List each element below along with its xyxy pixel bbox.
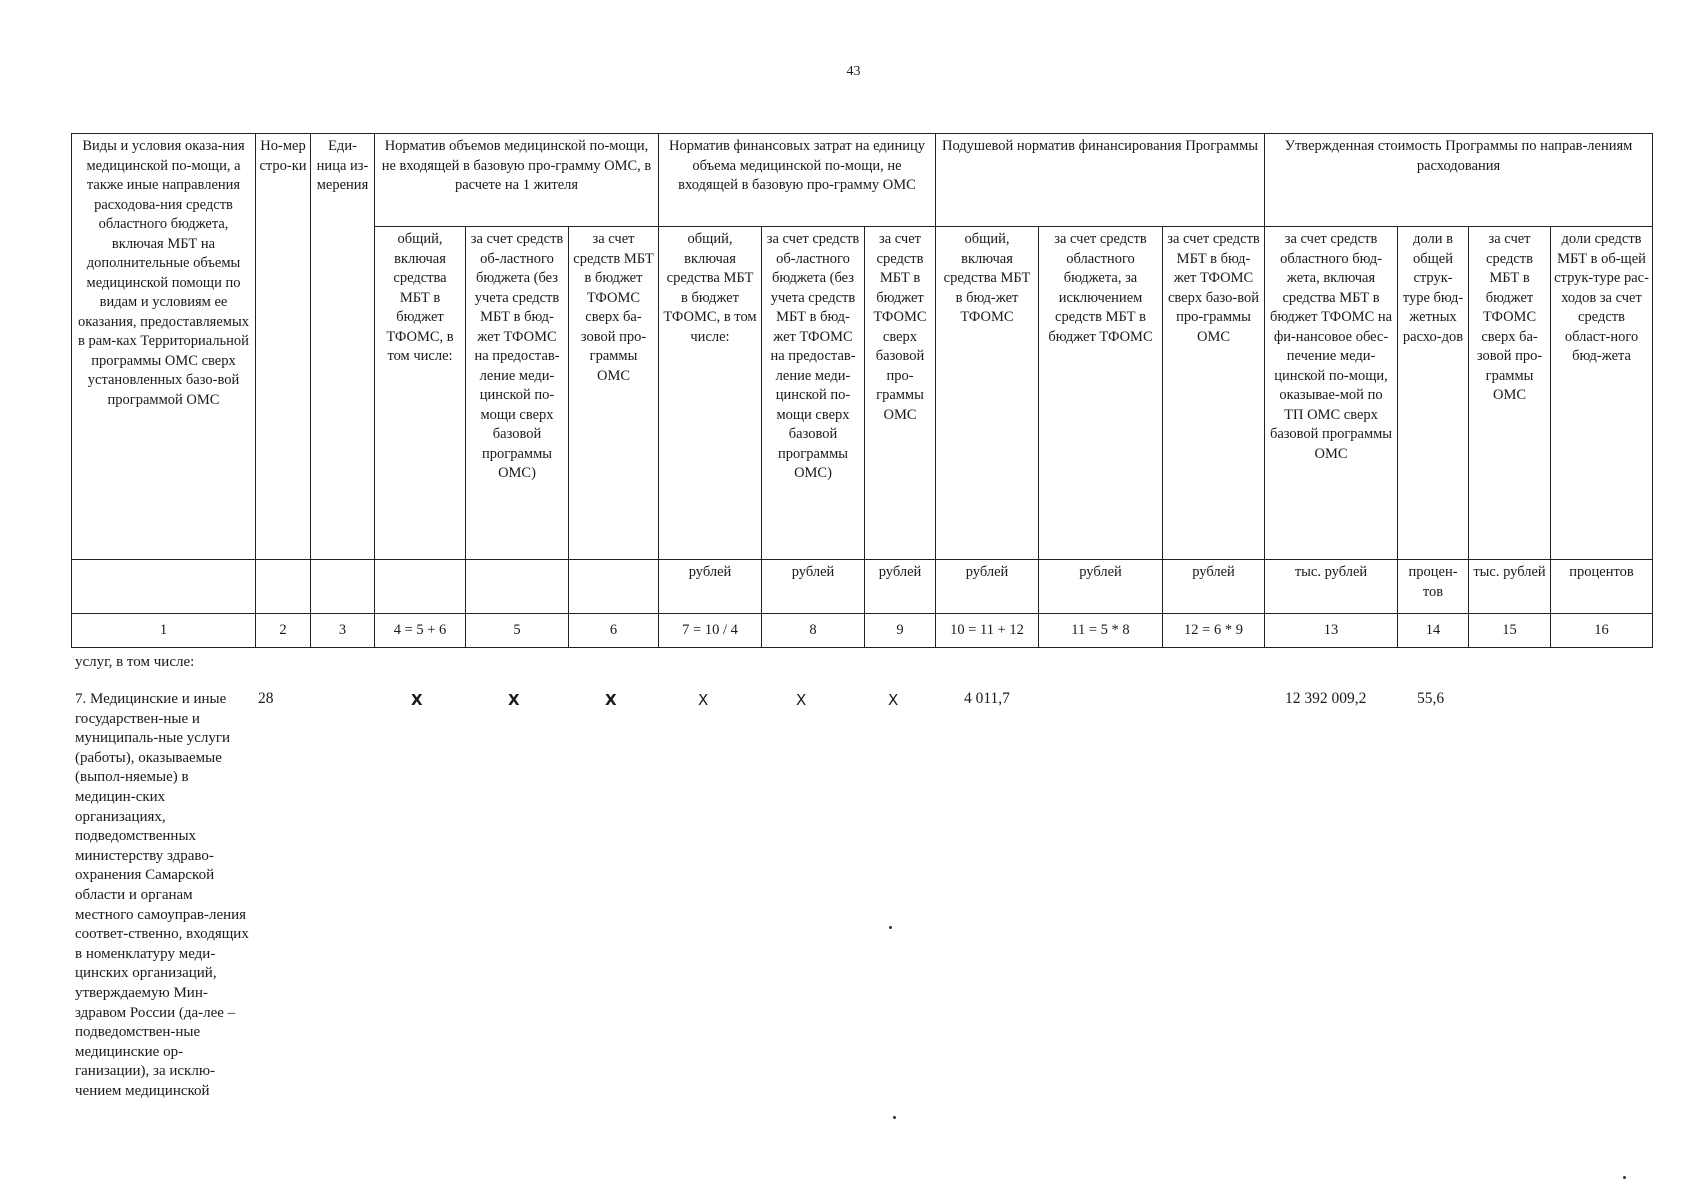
subheader-cell: доли средств МБТ в об-щей струк-туре рас-ходов за счет средств област-ного бюд-жета (1551, 227, 1653, 560)
unit-cell: рублей (936, 560, 1039, 614)
value-col10: 4 011,7 (964, 690, 1010, 707)
header-group-volume: Норматив объемов медицинской по-мощи, не входящей в базовую про-грамму ОМС, в расчете на 1 жителя (375, 134, 659, 227)
column-number: 8 (762, 614, 865, 648)
subheader-cell: за счет средств МБТ в бюджет ТФОМС сверх базовой про-граммы ОМС (865, 227, 936, 560)
unit-cell (569, 560, 659, 614)
column-number: 11 = 5 * 8 (1039, 614, 1163, 648)
unit-cell: рублей (1163, 560, 1265, 614)
column-number: 6 (569, 614, 659, 648)
unit-cell (375, 560, 466, 614)
column-number: 9 (865, 614, 936, 648)
continuation-note: услуг, в том числе: (75, 654, 195, 670)
x-marker-col5: X (508, 691, 520, 709)
unit-cell: процентов (1551, 560, 1653, 614)
units-row (72, 560, 1653, 614)
x-marker-col7: X (698, 691, 709, 709)
subheader-cell: общий, включая средства МБТ в бюджет ТФОМС, в том числе: (375, 227, 466, 560)
unit-cell (72, 560, 256, 614)
x-marker-col6: X (605, 691, 617, 709)
column-number: 14 (1398, 614, 1469, 648)
subheader-cell: за счет средств МБТ в бюд-жет ТФОМС сверх базо-вой про-граммы ОМС (1163, 227, 1265, 560)
x-marker-col4: X (411, 691, 423, 709)
main-table (71, 133, 1653, 648)
column-number: 15 (1469, 614, 1551, 648)
unit-cell: тыс. рублей (1265, 560, 1398, 614)
subheader-cell: за счет средств об-ластного бюджета (без учета средств МБТ в бюд-жет ТФОМС на предостав-ление меди-цинской по-мощи сверх базовой программы ОМС) (762, 227, 865, 560)
column-number: 5 (466, 614, 569, 648)
column-number: 10 = 11 + 12 (936, 614, 1039, 648)
row-label: 7. Медицинские и иные государствен-ные и муниципаль-ные услуги (работы), оказываемые (выпол-няемые) в медицин-ских организациях, подведомственных министерству здраво-охранения Самарской области и органам местного самоуправ-ления соответ-ственно, входящих в номенклатуру меди-цинских организаций, утверждаемую Мин-здравом России (да-лее – подведомствен-ные медицинские ор-ганизации), за исклю-чением медицинской (75, 691, 249, 1099)
column-number: 12 = 6 * 9 (1163, 614, 1265, 648)
scan-speck (889, 926, 892, 929)
subheader-cell: за счет средств об-ластного бюджета (без учета средств МБТ в бюд-жет ТФОМС на предостав-ление меди-цинской по-мощи сверх базовой программы ОМС) (466, 227, 569, 560)
scan-speck (1623, 1176, 1626, 1179)
unit-cell: рублей (1039, 560, 1163, 614)
subheader-cell: доли в общей струк-туре бюд-жетных расхо-дов (1398, 227, 1469, 560)
line-number: 28 (258, 690, 274, 707)
x-marker-col9: X (888, 691, 899, 709)
unit-cell: рублей (865, 560, 936, 614)
subheader-cell: общий, включая средства МБТ в бюд-жет ТФОМС (936, 227, 1039, 560)
unit-cell: процен-тов (1398, 560, 1469, 614)
value-col13: 12 392 009,2 (1285, 690, 1367, 707)
header-col2: Но-мер стро-ки (256, 134, 311, 560)
unit-cell (466, 560, 569, 614)
column-number: 1 (72, 614, 256, 648)
scan-speck (893, 1116, 896, 1119)
header-row-top (72, 134, 1653, 227)
subheader-cell: за счет средств МБТ в бюджет ТФОМС сверх ба-зовой про-граммы ОМС (1469, 227, 1551, 560)
header-col1: Виды и условия оказа-ния медицинской по-мощи, а также иные направления расходова-ния средств областного бюджета, включая МБТ на дополнительные объемы медицинской помощи по видам и условиям ее оказания, предоставляемых в рам-ках Территориальной программы ОМС сверх установленных базо-вой программой ОМС (72, 134, 256, 560)
header-group-approved: Утвержденная стоимость Программы по направ-лениям расходования (1265, 134, 1653, 227)
column-number: 16 (1551, 614, 1653, 648)
column-number: 4 = 5 + 6 (375, 614, 466, 648)
subheader-cell: за счет средств МБТ в бюджет ТФОМС сверх ба-зовой про-граммы ОМС (569, 227, 659, 560)
unit-cell: тыс. рублей (1469, 560, 1551, 614)
column-number: 2 (256, 614, 311, 648)
page-number: 43 (846, 64, 861, 79)
subheader-cell: за счет средств областного бюджета, за исключением средств МБТ в бюджет ТФОМС (1039, 227, 1163, 560)
subheader-cell: общий, включая средства МБТ в бюджет ТФОМС, в том числе: (659, 227, 762, 560)
column-numbers-row (72, 614, 1653, 648)
unit-cell: рублей (762, 560, 865, 614)
header-col3: Еди-ница из-мерения (311, 134, 375, 560)
unit-cell: рублей (659, 560, 762, 614)
value-col14: 55,6 (1417, 690, 1445, 707)
unit-cell (256, 560, 311, 614)
column-number: 13 (1265, 614, 1398, 648)
unit-cell (311, 560, 375, 614)
header-group-cost: Норматив финансовых затрат на единицу объема медицинской по-мощи, не входящей в базовую про-грамму ОМС (659, 134, 936, 227)
column-number: 3 (311, 614, 375, 648)
subheader-cell: за счет средств областного бюд-жета, включая средства МБТ в бюджет ТФОМС на фи-нансовое обес-печение меди-цинской по-мощи, оказывае-мой по ТП ОМС сверх базовой программы ОМС (1265, 227, 1398, 560)
column-number: 7 = 10 / 4 (659, 614, 762, 648)
header-group-percapita: Подушевой норматив финансирования Программы (936, 134, 1265, 227)
x-marker-col8: X (796, 691, 807, 709)
